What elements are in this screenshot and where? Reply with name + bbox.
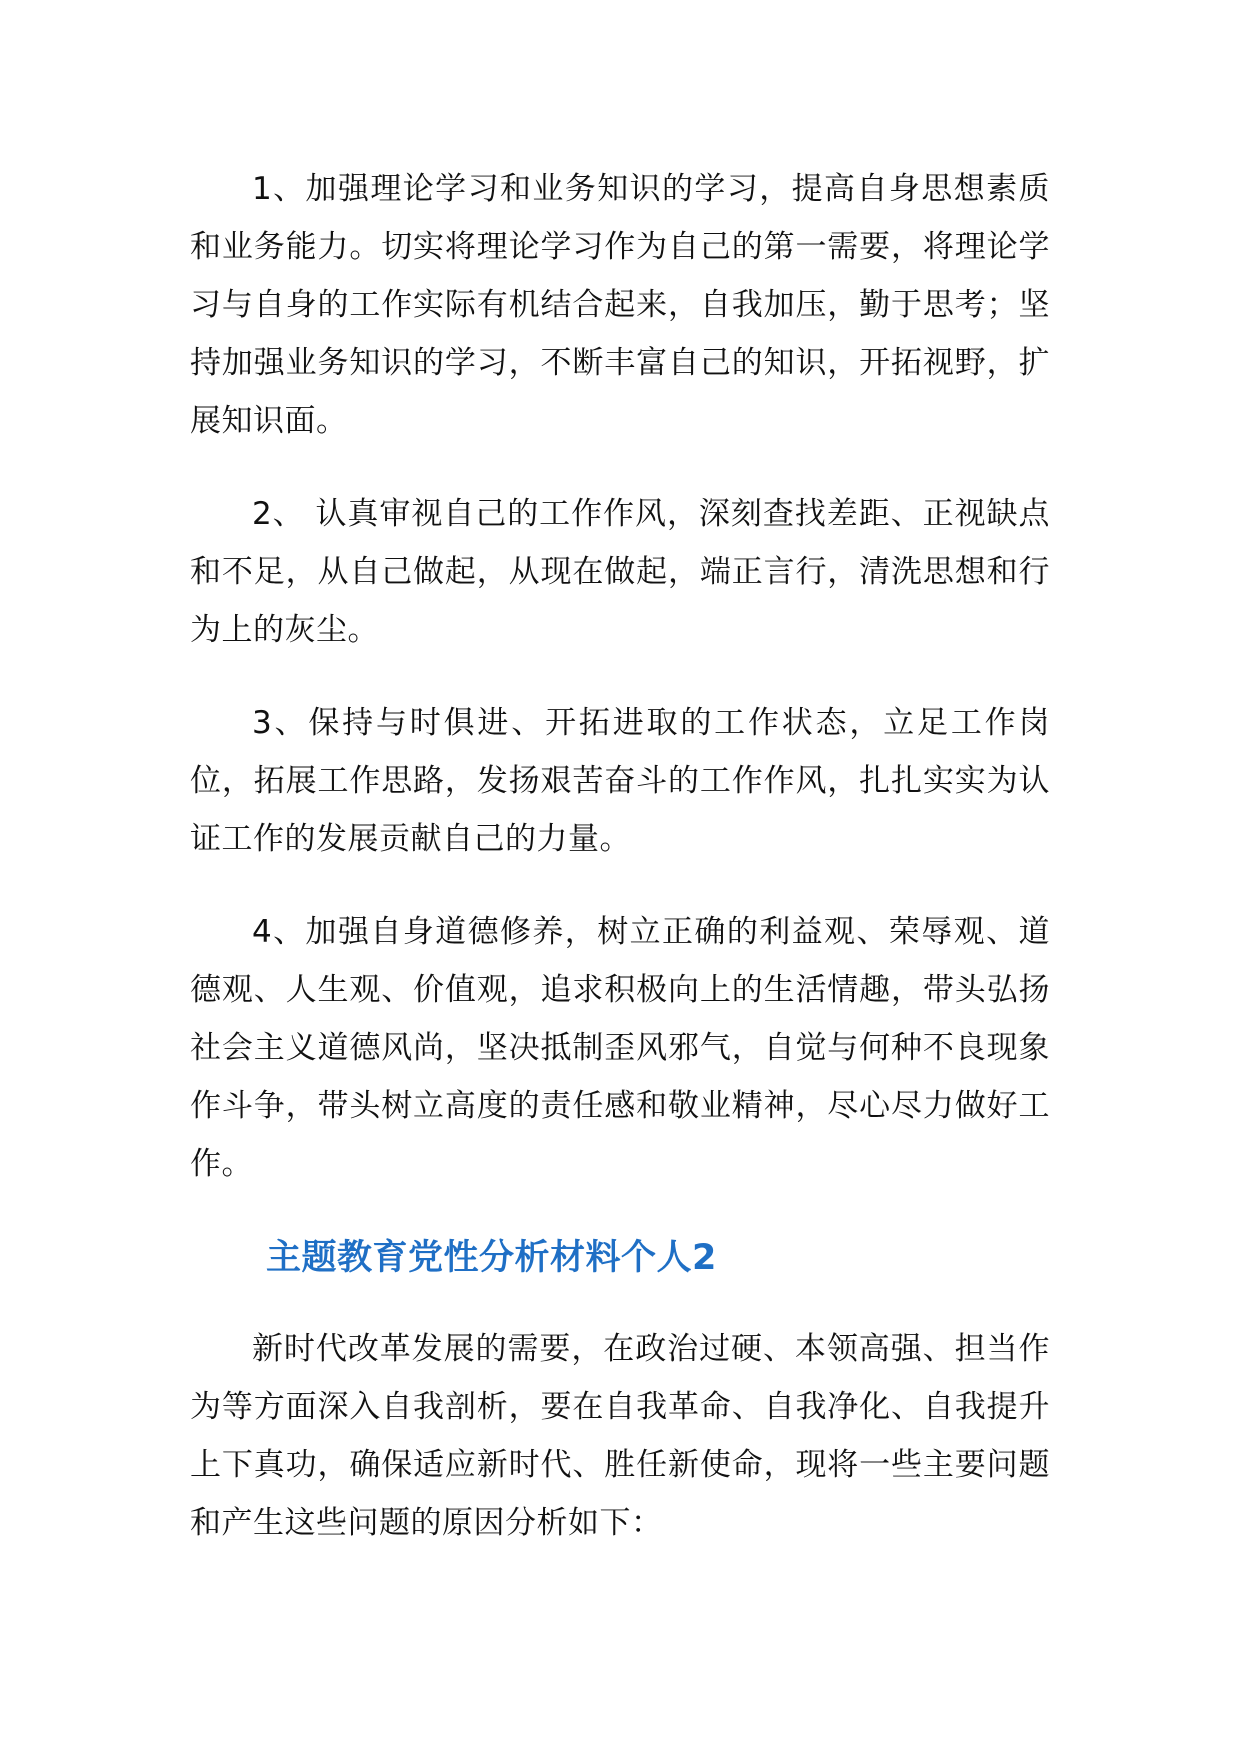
document-body bbox=[190, 160, 1050, 1587]
paragraph-2: 2、 认真审视自己的工作作风，深刻查找差距、正视缺点和不足，从自己做起，从现在做起，端正言行，清洗思想和行为上的灰尘。 bbox=[190, 496, 1050, 648]
paragraph-3: 3、保持与时俱进、开拓进取的工作状态，立足工作岗位，拓展工作思路，发扬艰苦奋斗的工作作风，扎扎实实为认证工作的发展贡献自己的力量。 bbox=[190, 705, 1050, 857]
paragraph-1: 1、加强理论学习和业务知识的学习，提高自身思想素质和业务能力。切实将理论学习作为自己的第一需要，将理论学习与自身的工作实际有机结合起来，自我加压，勤于思考；坚持加强业务知识的学习，不断丰富自己的知识，开拓视野，扩展知识面。 bbox=[190, 171, 1050, 439]
paragraph-4: 4、加强自身道德修养，树立正确的利益观、荣辱观、道德观、人生观、价值观，追求积极向上的生活情趣，带头弘扬社会主义道德风尚，坚决抵制歪风邪气，自觉与何种不良现象作斗争，带头树立高度的责任感和敬业精神，尽心尽力做好工作。 bbox=[190, 914, 1050, 1182]
section-heading: 主题教育党性分析材料个人2 bbox=[266, 1238, 717, 1278]
paragraph-5: 新时代改革发展的需要，在政治过硬、本领高强、担当作为等方面深入自我剖析，要在自我革命、自我净化、自我提升上下真功，确保适应新时代、胜任新使命，现将一些主要问题和产生这些问题的原因分析如下： bbox=[190, 1331, 1050, 1541]
